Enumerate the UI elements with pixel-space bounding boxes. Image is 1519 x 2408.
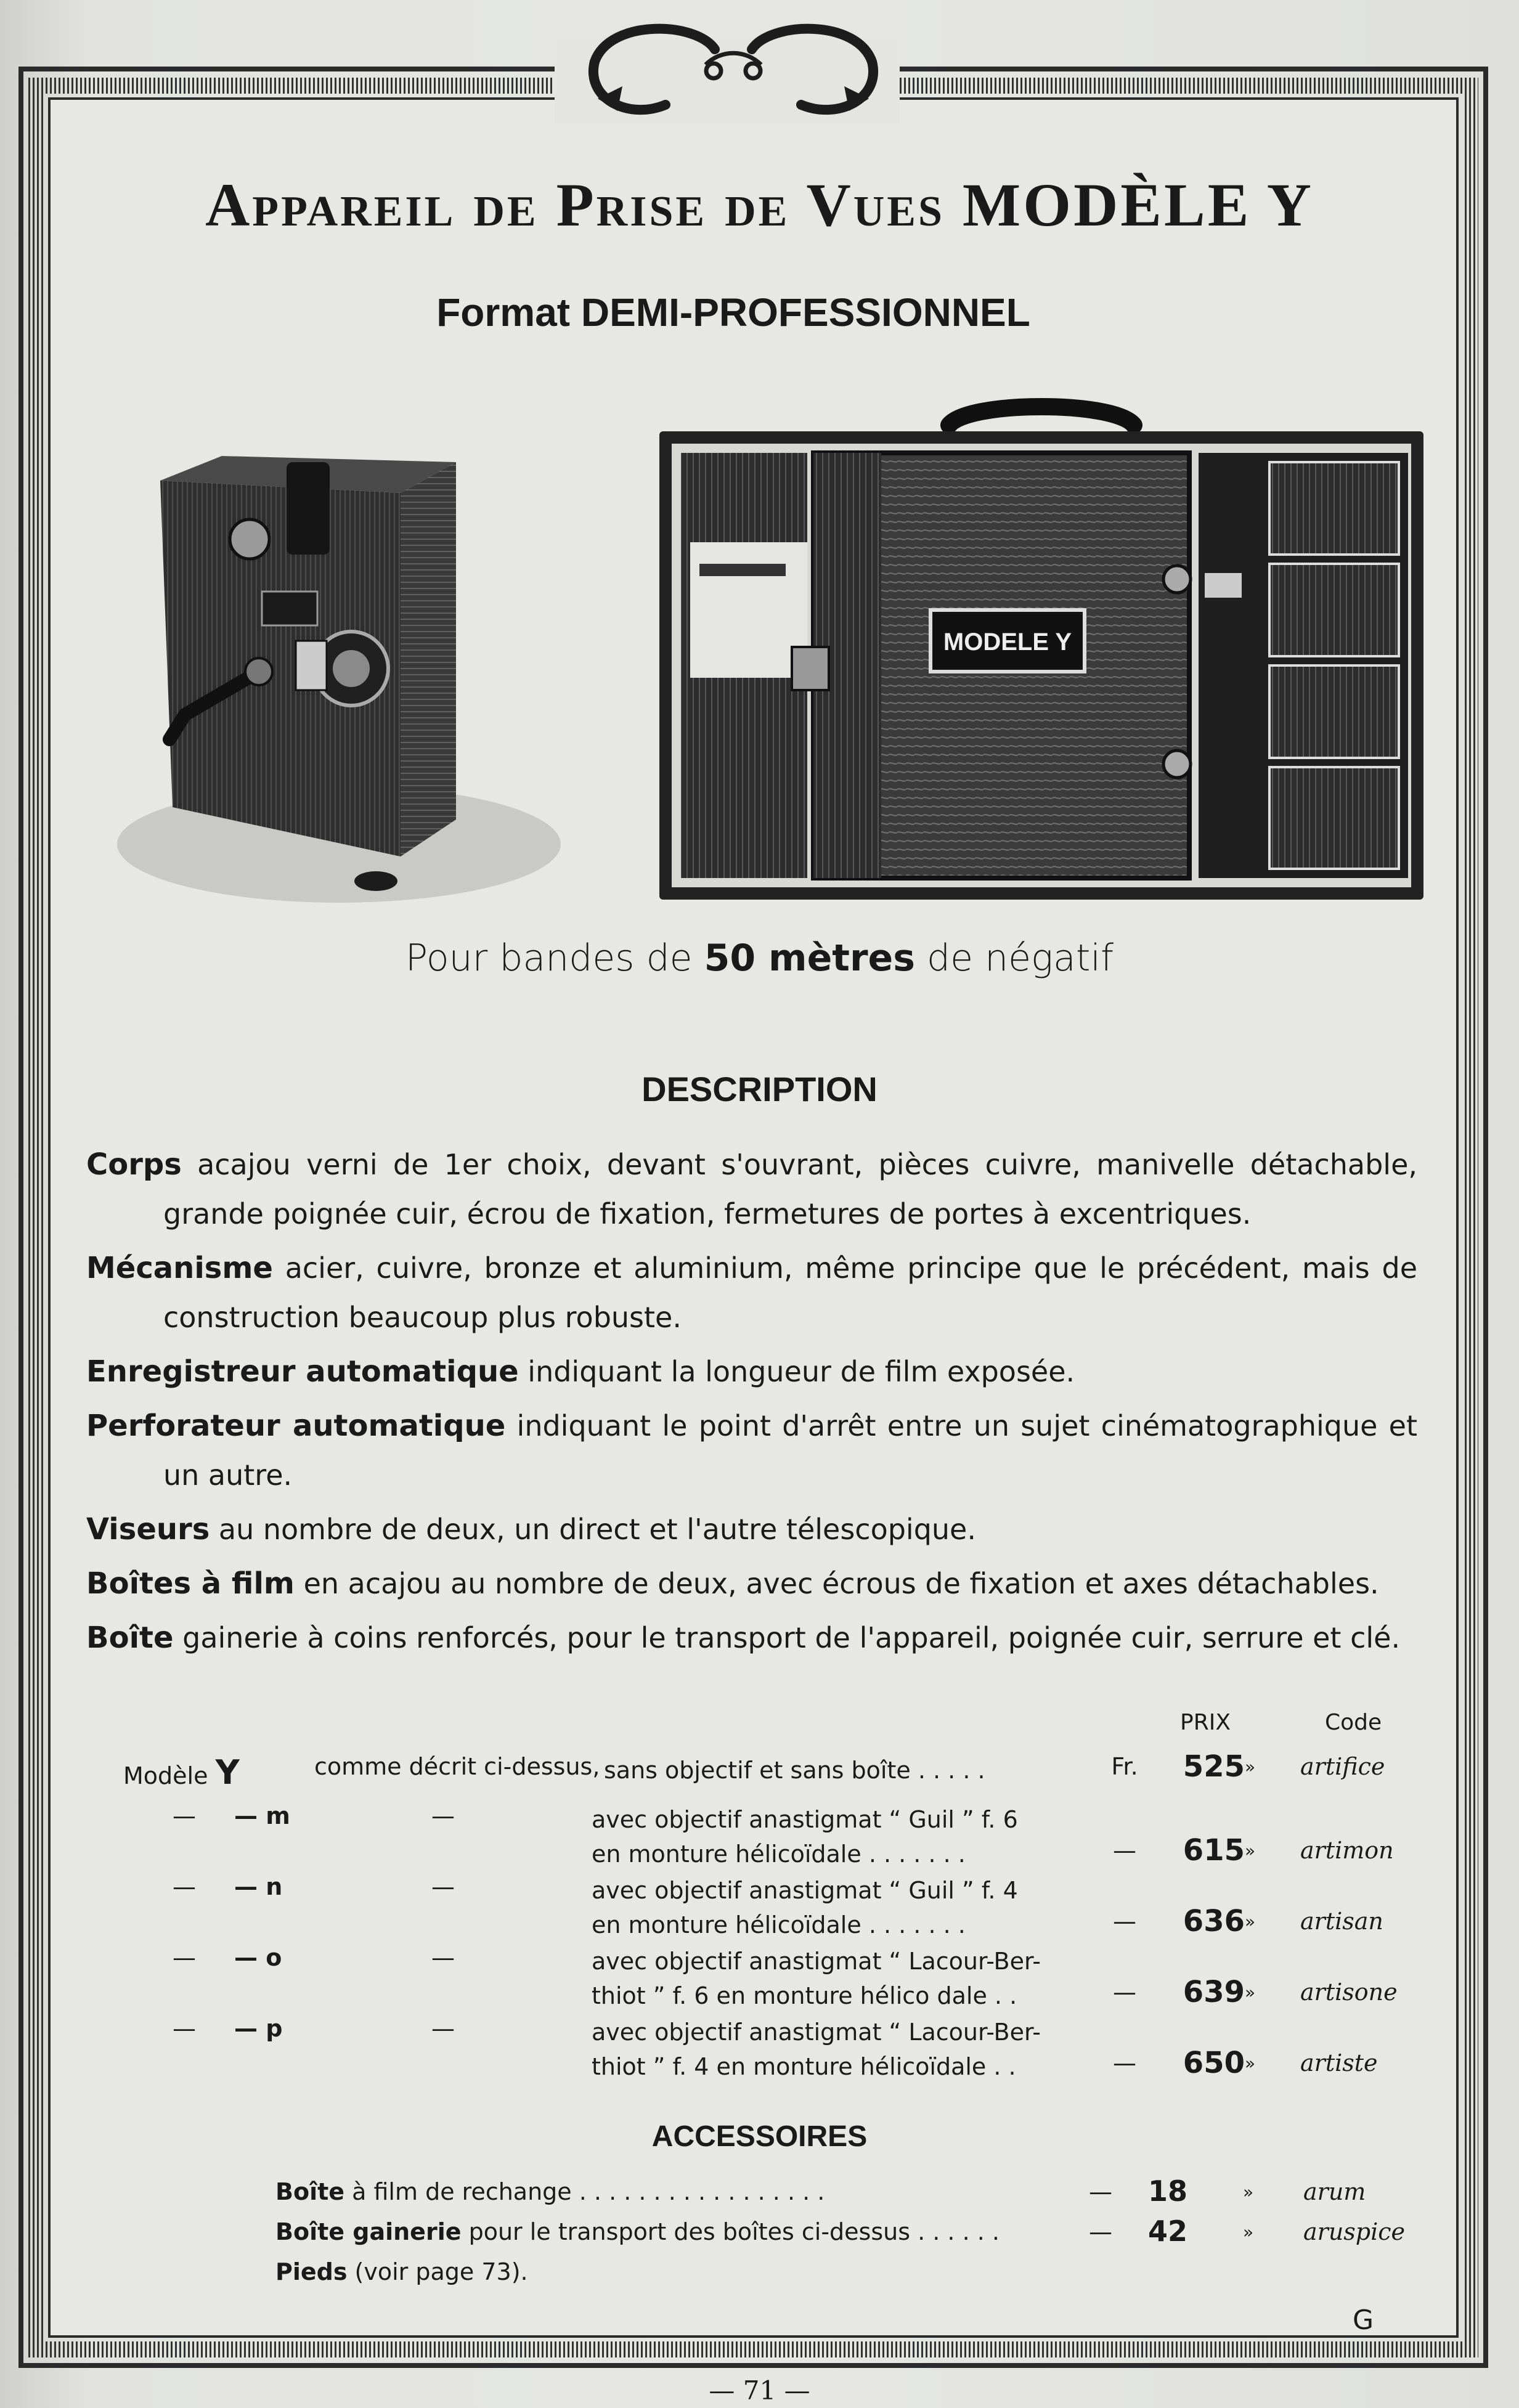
description-item: Boîte gainerie à coins renforcés, pour le transport de l'appareil, poignée cuir, serrure et clé. — [86, 1621, 1401, 1655]
description-heading: DESCRIPTION — [641, 1070, 878, 1108]
description-item: Boîtes à film en acajou au nombre de deux, avec écrous de fixation et axes détachables. — [86, 1566, 1379, 1601]
currency-cell: — — [1113, 1979, 1136, 2006]
price-column-header: PRIX — [1180, 1710, 1231, 1735]
list-item: Boîte gainerie pour le transport des boîtes ci-dessus . . . . . . — 42 » aruspice — [275, 2215, 1406, 2248]
list-item: Pieds (voir page 73). — [275, 2258, 528, 2285]
code-column-header: Code — [1325, 1710, 1382, 1735]
model-cell: — — [173, 1802, 196, 1829]
price-cell: 18 — [1147, 2174, 1187, 2208]
model-cell: — — [173, 1873, 196, 1900]
price-cell: 615 — [1183, 1833, 1245, 1868]
description-scope-cell: — — [431, 1944, 455, 1971]
description-scope-cell: — — [431, 1873, 455, 1900]
page-subtitle: Format DEMI-PROFESSIONNEL — [436, 290, 1030, 335]
price-cell: 636 — [1183, 1904, 1245, 1938]
currency-cell: — — [1113, 1837, 1136, 1864]
price-mark: » — [1243, 2182, 1254, 2202]
model-letter-cell: — n — [234, 1873, 283, 1900]
price-mark: » — [1245, 1982, 1256, 2003]
list-item: Boîte à film de rechange . . . . . . . . . . . . . . . . . — 18 » arum — [275, 2174, 1366, 2208]
description-cell: sans objectif et sans boîte . . . . . — [604, 1757, 985, 1784]
description-scope-cell: — — [431, 2015, 455, 2042]
code-cell: artisone — [1300, 1979, 1398, 2006]
currency-cell: — — [1089, 2218, 1112, 2245]
code-cell: artiste — [1300, 2049, 1378, 2076]
description-cell: avec objectif anastigmat “ Lacour-Ber- thiot ” f. 4 en monture hélicoïdale . . — [592, 2019, 1041, 2080]
model-letter-cell: — o — [234, 1944, 282, 1971]
description-cell: avec objectif anastigmat “ Guil ” f. 6 en monture hélicoïdale . . . . . . . — [592, 1806, 1018, 1868]
price-cell: 42 — [1147, 2215, 1187, 2248]
description-item: Enregistreur automatique indiquant la longueur de film exposée. — [86, 1354, 1075, 1389]
page-title: Appareil de Prise de Vues MODÈLE Y — [205, 171, 1314, 239]
code-cell: arum — [1303, 2178, 1366, 2205]
model-cell: — — [173, 2015, 196, 2042]
currency-cell: — — [1113, 1908, 1136, 1935]
price-cell: 525 — [1183, 1749, 1245, 1784]
code-cell: artisan — [1300, 1908, 1383, 1935]
table-row — [123, 1802, 1430, 1870]
price-mark: » — [1245, 2053, 1256, 2073]
description-cell: avec objectif anastigmat “ Lacour-Ber- thiot ” f. 6 en monture hélico dale . . — [592, 1948, 1041, 2009]
model-letter-cell: — m — [234, 1802, 290, 1829]
table-row — [123, 1944, 1430, 2012]
currency-cell: — — [1113, 2049, 1136, 2076]
price-mark: » — [1245, 1911, 1256, 1932]
description-item: Mécanisme acier, cuivre, bronze et aluminium, même principe que le précédent, mais de construction beaucoup plus robuste. — [86, 1251, 1417, 1334]
open-case-illustration — [647, 388, 1430, 906]
currency-cell: Fr. — [1111, 1753, 1138, 1780]
tagline-bold: 50 mètres — [704, 937, 915, 980]
price-cell: 650 — [1183, 2046, 1245, 2080]
scroll-ornament-icon — [573, 12, 894, 129]
case-plate-text: MODELE Y — [943, 628, 1072, 656]
model-letter-cell: — p — [234, 2015, 283, 2042]
table-row — [123, 2015, 1430, 2083]
currency-cell: — — [1089, 2178, 1112, 2205]
film-capacity-tagline — [0, 937, 1519, 980]
signature-letter: G — [1353, 2304, 1374, 2336]
code-cell: artimon — [1300, 1837, 1394, 1864]
table-row — [123, 1873, 1430, 1941]
model-cell: Modèle Y — [123, 1753, 240, 1792]
description-item: Perforateur automatique indiquant le point d'arrêt entre un sujet cinématographique et un autre. — [86, 1409, 1417, 1492]
camera-illustration — [111, 425, 567, 918]
price-mark: » — [1245, 1757, 1256, 1777]
description-item: Corps acajou verni de 1er choix, devant s'ouvrant, pièces cuivre, manivelle détachable, grande poignée cuir, écrou de fixation, fermetures de portes à excentriques. — [86, 1147, 1417, 1230]
code-cell: artifice — [1300, 1753, 1385, 1780]
description-scope-cell: comme décrit ci-dessus, — [314, 1753, 600, 1780]
tagline-post: de négatif — [914, 937, 1114, 980]
price-mark: » — [1243, 2222, 1254, 2242]
description-cell: avec objectif anastigmat “ Guil ” f. 4 en monture hélicoïdale . . . . . . . — [592, 1877, 1018, 1938]
description-item: Viseurs au nombre de deux, un direct et l'autre télescopique. — [86, 1512, 976, 1547]
accessories-heading: ACCESSOIRES — [651, 2120, 868, 2153]
page-number: — 71 — — [709, 2375, 810, 2406]
price-mark: » — [1245, 1841, 1256, 1861]
price-cell: 639 — [1183, 1975, 1245, 2009]
model-cell: — — [173, 1944, 196, 1971]
code-cell: aruspice — [1303, 2218, 1406, 2245]
tagline-pre: Pour bandes de — [405, 937, 704, 980]
description-list — [86, 1140, 1417, 1667]
description-scope-cell: — — [431, 1802, 455, 1829]
